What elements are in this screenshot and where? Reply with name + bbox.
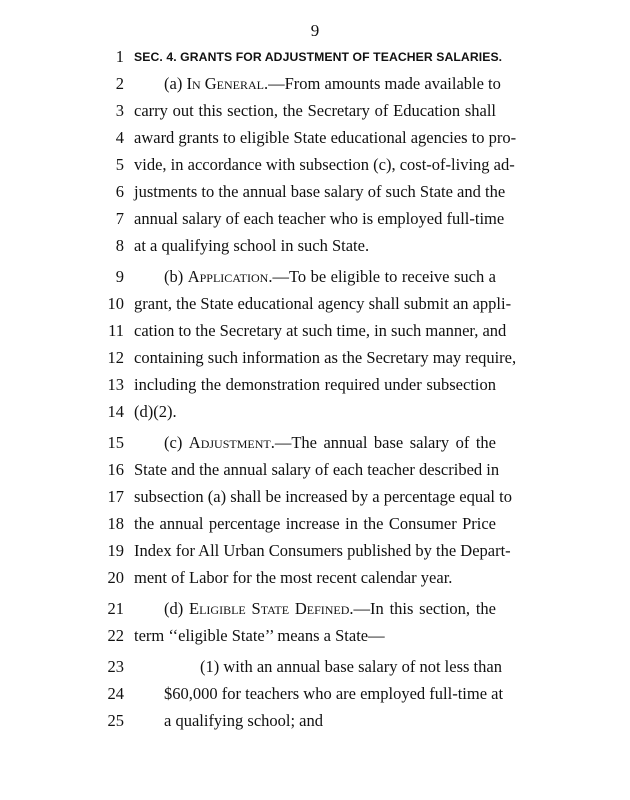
- document-line: [0, 710, 630, 737]
- section-heading: SEC. 4. GRANTS FOR ADJUSTMENT OF TEACHER SALARIES.: [134, 50, 503, 64]
- subsection-title: Eligible State Defined: [189, 599, 350, 618]
- line-text: containing such information as the Secretary may require,: [134, 348, 517, 367]
- line-text: subsection (a) shall be increased by a percentage equal to: [134, 487, 512, 506]
- line-text: (d)(2).: [134, 402, 177, 421]
- line-number: 1: [115, 47, 124, 66]
- document-line: [0, 208, 630, 235]
- line-number: 15: [107, 433, 124, 452]
- document-line: [0, 374, 630, 401]
- document-line: [0, 266, 630, 293]
- line-number: 16: [107, 460, 124, 479]
- subsection-label: (a): [164, 74, 187, 93]
- line-text: State and the annual salary of each teacher described in: [134, 460, 500, 479]
- line-text: ment of Labor for the most recent calendar year.: [134, 568, 453, 587]
- line-text: justments to the annual base salary of such State and the: [134, 182, 506, 201]
- subsection-title: Application: [187, 267, 269, 286]
- document-line: [0, 432, 630, 459]
- document-line: [0, 683, 630, 710]
- page-number: 9: [310, 21, 320, 40]
- document-line: [0, 459, 630, 486]
- document-line: [0, 656, 630, 683]
- subsection-b-heading-line: [164, 266, 496, 288]
- document-line: [0, 401, 630, 428]
- line-number: 13: [107, 375, 124, 394]
- line-number: 3: [115, 101, 124, 120]
- line-text: grant, the State educational agency shall submit an appli-: [134, 294, 512, 313]
- document-line: [0, 100, 630, 127]
- line-text: term ‘‘eligible State’’ means a State—: [134, 626, 385, 645]
- line-number: 25: [107, 711, 124, 730]
- document-line: [0, 567, 630, 594]
- document-line: [0, 46, 630, 73]
- line-text: .—From amounts made available to: [263, 74, 501, 93]
- line-number: 14: [107, 402, 124, 421]
- line-number: 2: [115, 74, 124, 93]
- subsection-title: In General: [186, 74, 264, 93]
- line-text: a qualifying school; and: [164, 711, 324, 730]
- line-text: .—In this section, the: [349, 599, 496, 618]
- line-number: 20: [107, 568, 124, 587]
- subsection-label: (b): [164, 267, 188, 286]
- line-number: 18: [107, 514, 124, 533]
- document-line: [0, 513, 630, 540]
- document-line: [0, 235, 630, 262]
- line-text: at a qualifying school in such State.: [134, 236, 370, 255]
- subsection-label: (d): [164, 599, 190, 618]
- document-line: [0, 540, 630, 567]
- line-text: $60,000 for teachers who are employed full-time at: [164, 684, 504, 703]
- subsection-a-heading-line: [164, 73, 501, 95]
- subsection-d-heading-line: [164, 598, 496, 620]
- line-text: cation to the Secretary at such time, in such manner, and: [134, 321, 507, 340]
- document-line: [0, 625, 630, 652]
- document-line: [0, 486, 630, 513]
- document-line: [0, 154, 630, 181]
- line-number: 10: [107, 294, 124, 313]
- line-number: 7: [115, 209, 124, 228]
- line-text: .—The annual base salary of the: [270, 433, 496, 452]
- subsection-label: (c): [164, 433, 189, 452]
- line-text: including the demonstration required under subsection: [134, 375, 496, 394]
- line-number: 17: [107, 487, 124, 506]
- line-text: vide, in accordance with subsection (c), cost-of-living ad-: [134, 155, 515, 174]
- document-line: [0, 320, 630, 347]
- line-number: 9: [115, 267, 124, 286]
- line-number: 8: [115, 236, 124, 255]
- document-line: [0, 181, 630, 208]
- document-line: [0, 293, 630, 320]
- line-number: 11: [108, 321, 124, 340]
- paragraph-1-line: (1) with an annual base salary of not less than: [200, 657, 502, 676]
- subsection-c-heading-line: [164, 432, 496, 454]
- line-number: 12: [107, 348, 124, 367]
- line-text: the annual percentage increase in the Consumer Price: [134, 514, 496, 533]
- line-number: 22: [107, 626, 124, 645]
- subsection-title: Adjustment: [188, 433, 271, 452]
- document-line: [0, 347, 630, 374]
- line-number: 19: [107, 541, 124, 560]
- document-line: [0, 73, 630, 100]
- line-number: 23: [107, 657, 124, 676]
- line-text: award grants to eligible State educational agencies to pro-: [134, 128, 517, 147]
- line-text: Index for All Urban Consumers published by the Depart-: [134, 541, 511, 560]
- line-number: 21: [107, 599, 124, 618]
- line-number: 5: [115, 155, 124, 174]
- document-line: [0, 127, 630, 154]
- document-line: [0, 598, 630, 625]
- line-text: annual salary of each teacher who is employed full-time: [134, 209, 505, 228]
- line-text: carry out this section, the Secretary of Education shall: [134, 101, 496, 120]
- line-number: 4: [115, 128, 124, 147]
- line-number: 24: [107, 684, 124, 703]
- line-text: .—To be eligible to receive such a: [268, 267, 496, 286]
- line-number: 6: [115, 182, 124, 201]
